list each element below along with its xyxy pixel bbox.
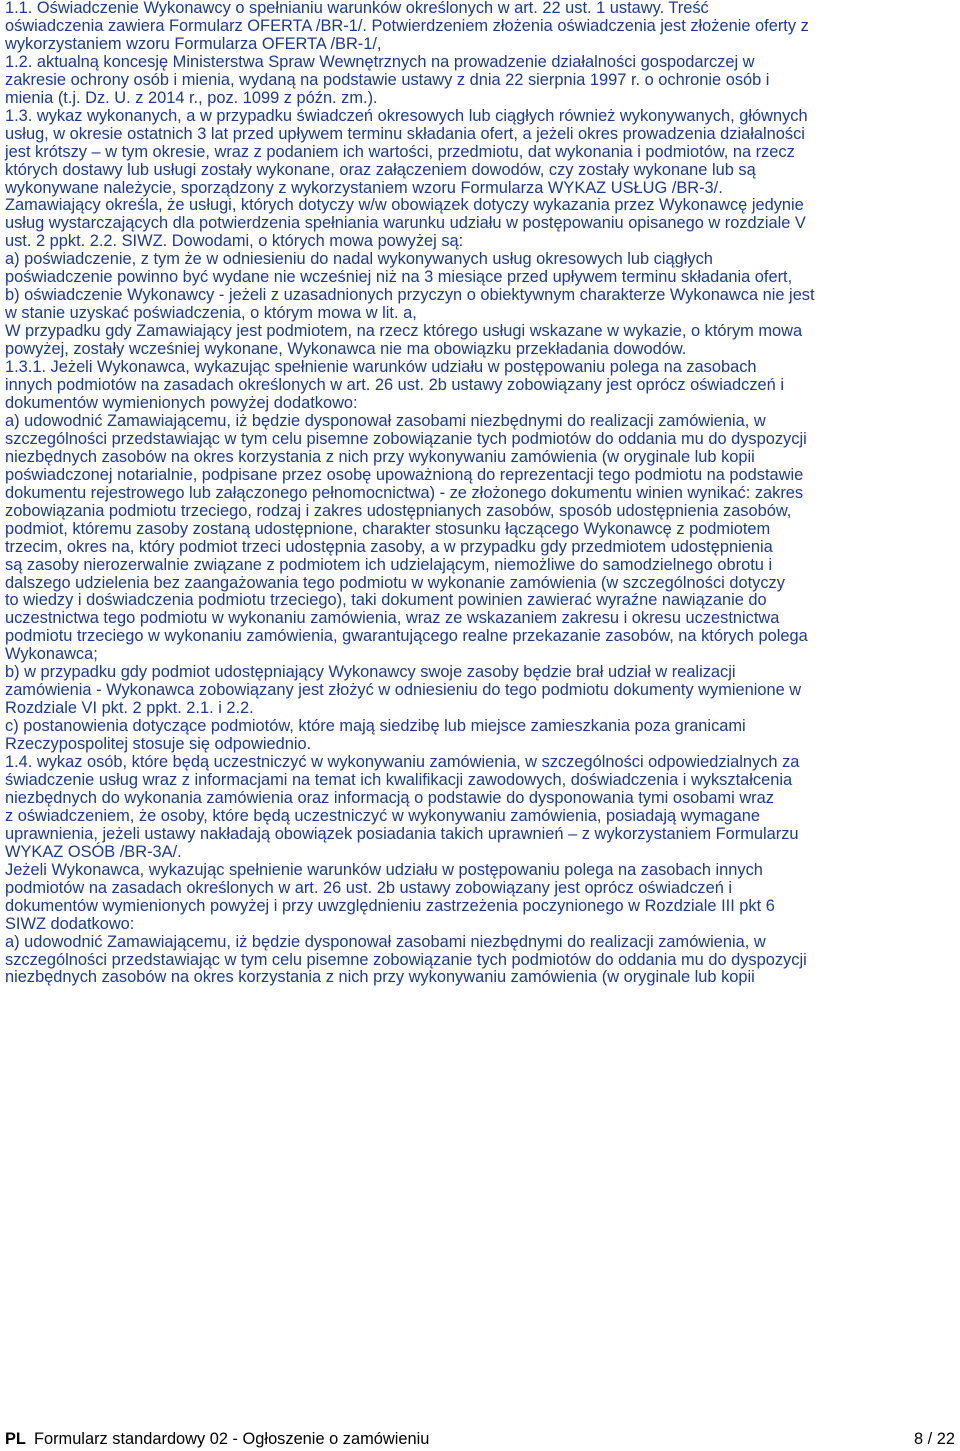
- text-line: poświadczonej notarialnie, podpisane przez osobę upoważnioną do reprezentacji tego podmiotu na podstawie: [5, 465, 804, 484]
- text-line: z oświadczeniem, że osoby, które będą uczestniczyć w wykonywaniu zamówienia, posiadają wymagane: [5, 806, 760, 825]
- text-line: których dostawy lub usługi zostały wykonane, oraz załączeniem dowodów, czy zostały wykonane lub są: [5, 160, 756, 179]
- text-line: Zamawiający określa, że usługi, których dotyczy w/w obowiązek dotyczy wykazania przez Wykonawcę jedynie: [5, 196, 804, 215]
- text-line: Rozdziale VI pkt. 2 ppkt. 2.1. i 2.2.: [5, 699, 254, 718]
- text-line: niezbędnych do wykonania zamówienia oraz informacją o podstawie do dysponowania tymi osobami wraz: [5, 788, 774, 807]
- text-line: dalszego udzielenia bez zaangażowania tego podmiotu w wykonanie zamówienia (w szczególności dotyczy: [5, 573, 785, 592]
- document-body: [5, 0, 955, 987]
- text-line: 1.4. wykaz osób, które będą uczestniczyć w wykonywaniu zamówienia, w szczególności odpowiedzialnych za: [5, 753, 800, 772]
- footer-lang: PL: [5, 1430, 26, 1448]
- text-line: usług wystarczających dla potwierdzenia spełniania warunku udziału w postępowaniu opisanego w rozdziale V: [5, 214, 806, 233]
- text-line: uprawnienia, jeżeli ustawy nakładają obowiązek posiadania takich uprawnień – z wykorzystaniem Formularzu: [5, 824, 799, 843]
- text-line: szczególności przedstawiając w tym celu pisemne zobowiązanie tych podmiotów do oddania mu do dyspozycji: [5, 950, 807, 969]
- text-line: jest krótszy – w tym okresie, wraz z podaniem ich wartości, przedmiotu, dat wykonania i podmiotów, na rzecz: [5, 142, 795, 161]
- text-line: 1.2. aktualną koncesję Ministerstwa Spraw Wewnętrznych na prowadzenie działalności gospodarczej w: [5, 52, 755, 71]
- text-line: uczestnictwa tego podmiotu w wykonaniu zamówienia, wraz ze wskazaniem zakresu i okresu uczestnictwa: [5, 609, 780, 628]
- text-line: dokumentów wymienionych powyżej dodatkowo:: [5, 393, 358, 412]
- text-line: c) postanowienia dotyczące podmiotów, które mają siedzibę lub miejsce zamieszkania poza granicami: [5, 717, 746, 736]
- text-line: trzecim, okres na, który podmiot trzeci udostępnia zasoby, a w przypadku gdy przedmiotem udostępnienia: [5, 537, 773, 556]
- text-line: podmiot, któremu zasoby zostaną udostępnione, charakter stosunku łączącego Wykonawcę z podmiotem: [5, 519, 771, 538]
- footer-title: Formularz standardowy 02 - Ogłoszenie o zamówieniu: [33, 1430, 430, 1448]
- text-line: wykonywane należycie, sporządzony z wykorzystaniem wzoru Formularza WYKAZ USŁUG /BR-3/.: [5, 178, 723, 197]
- text-line: mienia (t.j. Dz. U. z 2014 r., poz. 1099 z późn. zm.).: [5, 88, 378, 107]
- text-line: zakresie ochrony osób i mienia, wydaną na podstawie ustawy z dnia 22 sierpnia 1997 r. o ochronie osób i: [5, 70, 770, 89]
- text-line: oświadczenia zawiera Formularz OFERTA /BR-1/. Potwierdzeniem złożenia oświadczenia jest złożenie oferty z: [5, 16, 809, 35]
- text-line: poświadczenie powinno być wydane nie wcześniej niż na 3 miesiące przed upływem terminu składania ofert,: [5, 268, 793, 287]
- text-line: wykorzystaniem wzoru Formularza OFERTA /BR-1/,: [5, 34, 382, 53]
- text-line: powyżej, zostały wcześniej wykonane, Wykonawca nie ma obowiązku przekładania dowodów.: [5, 340, 687, 359]
- text-line: b) w przypadku gdy podmiot udostępniający Wykonawcy swoje zasoby będzie brał udział w realizacji: [5, 663, 736, 682]
- text-line: dokumentu rejestrowego lub załączonego pełnomocnictwa) - ze złożonego dokumentu winien wynikać: zakres: [5, 483, 804, 502]
- text-line: b) oświadczenie Wykonawcy - jeżeli z uzasadnionych przyczyn o obiektywnym charakterze Wykonawca nie jest: [5, 286, 815, 305]
- text-line: a) poświadczenie, z tym że w odniesieniu do nadal wykonywanych usług okresowych lub ciągłych: [5, 250, 713, 269]
- text-line: Rzeczypospolitej stosuje się odpowiednio.: [5, 735, 312, 754]
- text-line: dokumentów wymienionych powyżej i przy uwzględnieniu zastrzeżenia poczynionego w Rozdziale III pkt 6: [5, 896, 775, 915]
- page-footer: [5, 1428, 955, 1450]
- text-line: 1.1. Oświadczenie Wykonawcy o spełnianiu warunków określonych w art. 22 ust. 1 ustawy. Treść: [5, 0, 709, 17]
- footer-left: [5, 1428, 429, 1450]
- text-line: Jeżeli Wykonawca, wykazując spełnienie warunków udziału w postępowaniu polega na zasobach innych: [5, 860, 763, 879]
- text-line: innych podmiotów na zasadach określonych w art. 26 ust. 2b ustawy zobowiązany jest oprócz oświadczeń i: [5, 376, 784, 395]
- text-line: SIWZ dodatkowo:: [5, 914, 135, 933]
- text-line: to wiedzy i doświadczenia podmiotu trzeciego), taki dokument powinien zawierać wyraźne nawiązanie do: [5, 591, 767, 610]
- text-line: W przypadku gdy Zamawiający jest podmiotem, na rzecz którego usługi wskazane w wykazie, o którym mowa: [5, 322, 803, 341]
- text-line: niezbędnych zasobów na okres korzystania z nich przy wykonywaniu zamówienia (w oryginale lub kopii: [5, 447, 755, 466]
- text-line: zobowiązania podmiotu trzeciego, rodzaj i zakres udostępnianych zasobów, sposób udostępnienia zasobów,: [5, 501, 792, 520]
- text-line: 1.3.1. Jeżeli Wykonawca, wykazując spełnienie warunków udziału w postępowaniu polega na zasobach: [5, 358, 757, 377]
- text-line: a) udowodnić Zamawiającemu, iż będzie dysponował zasobami niezbędnymi do realizacji zamówienia, w: [5, 411, 766, 430]
- text-line: 1.3. wykaz wykonanych, a w przypadku świadczeń okresowych lub ciągłych również wykonywanych, głównych: [5, 106, 808, 125]
- text-line: świadczenie usług wraz z informacjami na temat ich kwalifikacji zawodowych, doświadczenia i wykształcenia: [5, 770, 793, 789]
- text-line: podmiotu trzeciego w wykonaniu zamówienia, gwarantującego realne przekazanie zasobów, na których polega: [5, 627, 808, 646]
- text-line: są zasoby nierozerwalnie związane z podmiotem ich udzielającym, niemożliwe do samodzielnego obrotu i: [5, 555, 773, 574]
- text-line: szczególności przedstawiając w tym celu pisemne zobowiązanie tych podmiotów do oddania mu do dyspozycji: [5, 429, 807, 448]
- text-line: podmiotów na zasadach określonych w art. 26 ust. 2b ustawy zobowiązany jest oprócz oświadczeń i: [5, 878, 733, 897]
- text-line: Wykonawca;: [5, 645, 98, 664]
- text-line: a) udowodnić Zamawiającemu, iż będzie dysponował zasobami niezbędnymi do realizacji zamówienia, w: [5, 932, 766, 951]
- text-line: w stanie uzyskać poświadczenia, o którym mowa w lit. a,: [5, 304, 417, 323]
- text-line: usług, w okresie ostatnich 3 lat przed upływem terminu składania ofert, a jeżeli okres prowadzenia działalności: [5, 124, 805, 143]
- text-line: WYKAZ OSÓB /BR-3A/.: [5, 842, 182, 861]
- footer-page-number: 8 / 22: [913, 1430, 955, 1448]
- text-line: ust. 2 ppkt. 2.2. SIWZ. Dowodami, o których mowa powyżej są:: [5, 232, 464, 251]
- text-line: niezbędnych zasobów na okres korzystania z nich przy wykonywaniu zamówienia (w oryginale lub kopii: [5, 968, 755, 987]
- text-line: zamówienia - Wykonawca zobowiązany jest złożyć w odniesieniu do tego podmiotu dokumenty wymienione w: [5, 681, 802, 700]
